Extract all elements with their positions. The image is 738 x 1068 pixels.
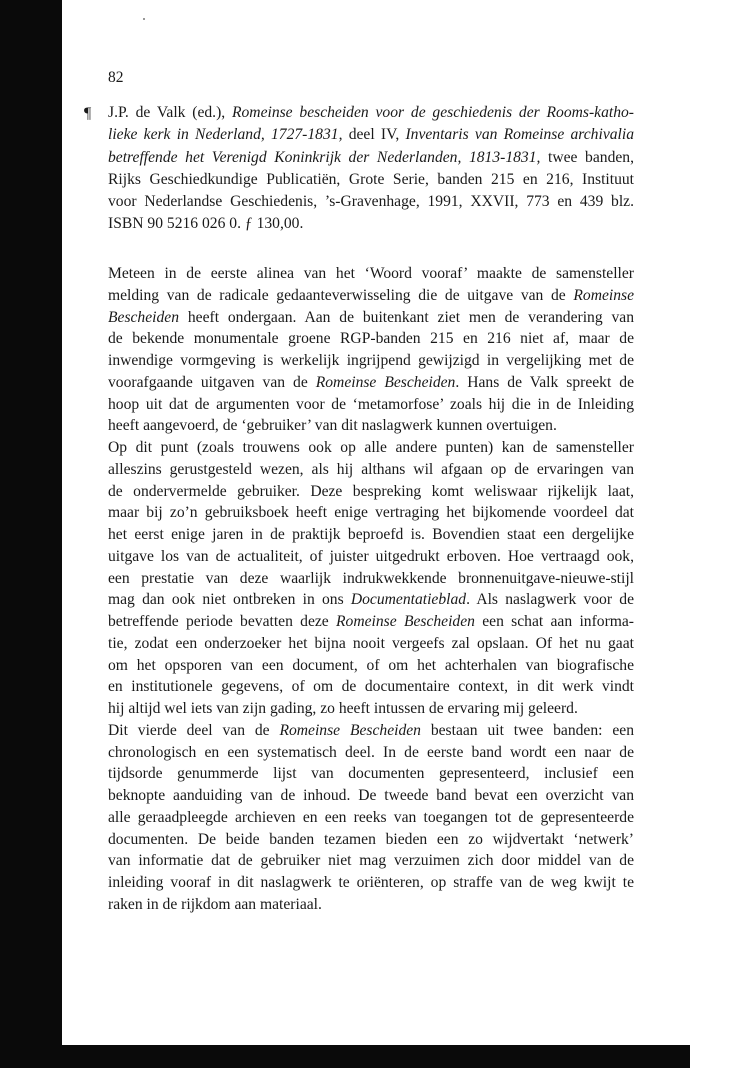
text-line: maar bij zo’n gebruiksboek heeft enige vertraging het bijkomende voordeel dat bbox=[108, 504, 634, 522]
citation-line bbox=[108, 102, 634, 124]
text-line: raken in de rijkdom aan materiaal. bbox=[108, 895, 322, 913]
pilcrow-icon: ¶ bbox=[84, 105, 92, 122]
text-line: betreffende periode bevatten deze Romeinse Bescheiden een schat aan informa- bbox=[108, 613, 635, 630]
text-line: om het opsporen van een document, of om het achterhalen van biografische bbox=[108, 656, 634, 674]
text-line: hoop uit dat de argumenten voor de ‘metamorfose’ zoals hij die in de Inleiding bbox=[108, 395, 634, 413]
text-line: Meteen in de eerste alinea van het ‘Woord vooraf’ maakte de samensteller bbox=[108, 265, 634, 282]
text-line: inleiding vooraf in dit naslagwerk te oriënteren, op straffe van de weg kwijt te bbox=[108, 874, 634, 891]
text-line: heeft aangevoerd, de ‘gebruiker’ van dit naslagwerk kunnen overtuigen. bbox=[108, 417, 557, 435]
text-line: voorafgaande uitgaven van de Romeinse Bescheiden. Hans de Valk spreekt de bbox=[108, 373, 635, 391]
text-line: alleszins gerustgesteld wezen, als hij althans wil afgaan op de ervaringen van bbox=[108, 460, 634, 478]
text-line: chronologisch en een systematisch deel. In de eerste band wordt een naar de bbox=[108, 743, 634, 761]
scan-left-edge bbox=[0, 0, 62, 1068]
text-line: de ondervermelde gebruiker. Deze bespreking komt weliswaar rijkelijk laat, bbox=[108, 482, 634, 500]
book-title: Romeinse bescheiden voor de geschiedenis der Rooms-katho- bbox=[231, 104, 634, 121]
text-line: documenten. De beide banden tezamen bieden een zo wijdvertakt ‘netwerk’ bbox=[108, 830, 634, 848]
citation-line: Rijks Geschiedkundige Publicatiën, Grote Serie, banden 215 en 216, Instituut bbox=[108, 170, 634, 188]
text-line: Bescheiden heeft ondergaan. Aan de buitenkant ziet men de verandering van bbox=[108, 308, 634, 326]
scan-bottom-edge bbox=[0, 1045, 690, 1068]
text-line: de bekende monumentale groene RGP-banden 215 en 216 niet af, maar de bbox=[108, 330, 634, 348]
volume-title: Inventaris van Romeinse archivalia bbox=[405, 126, 634, 144]
citation-line: lieke kerk in Nederland, 1727-1831, deel IV, Inventaris van Romeinse archivalia bbox=[108, 126, 634, 144]
text-line: van informatie dat de gebruiker niet mag verzuimen zich door middel van de bbox=[108, 852, 634, 870]
book-citation bbox=[108, 102, 634, 236]
volume-title: betreffende het Verenigd Koninkrijk der Nederlanden, 1813-1831, bbox=[108, 148, 541, 166]
text-line: Op dit punt (zoals trouwens ook op alle andere punten) kan de samensteller bbox=[108, 439, 634, 456]
text-line: mag dan ook niet ontbreken in ons Documentatieblad. Als naslagwerk voor de bbox=[108, 591, 634, 609]
citation-line: betreffende het Verenigd Koninkrijk der Nederlanden, 1813-1831, twee banden, bbox=[108, 148, 634, 166]
text-line: hij altijd wel iets van zijn gading, zo heeft intussen de ervaring mij geleerd. bbox=[108, 700, 578, 717]
text-line: tijdsorde genummerde lijst van documenten gepresenteerd, inclusief een bbox=[108, 765, 634, 783]
text-line: melding van de radicale gedaanteverwisseling die de uitgave van de Romeinse bbox=[108, 286, 634, 304]
text-line: beknopte aanduiding van de inhoud. De tweede band bevat een overzicht van bbox=[108, 787, 634, 804]
text-line: een prestatie van deze waarlijk indrukwekkende bronnenuitgave-nieuwe-stijl bbox=[108, 569, 634, 587]
scan-speck bbox=[143, 18, 145, 20]
text-line: alle geraadpleegde archieven en een reeks van toegangen tot de gepresenteerde bbox=[108, 808, 634, 826]
isbn-price: ISBN 90 5216 026 0. ƒ 130,00. bbox=[108, 215, 304, 233]
text-line: Dit vierde deel van de Romeinse Bescheiden bestaan uit twee banden: een bbox=[108, 721, 634, 739]
page-number: 82 bbox=[108, 69, 124, 86]
citation-line: voor Nederlandse Geschiedenis, ’s-Gravenhage, 1991, XXVII, 773 en 439 blz. bbox=[108, 193, 634, 211]
text-line: het eerst enige jaren in de praktijk beproefd is. Bovendien staat een dergelijke bbox=[108, 526, 634, 543]
text-line: en institutionele gegevens, of om de documentaire context, in dit werk vindt bbox=[108, 678, 634, 696]
text-line: tie, zodat een onderzoeker het bijna nooit vergeefs zal opslaan. Of het nu gaat bbox=[108, 634, 634, 652]
text-line: uitgave los van de actualiteit, of juister uitgedrukt erboven. Hoe vertraagd ook, bbox=[108, 547, 634, 565]
book-title: lieke kerk in Nederland, 1727-1831, bbox=[108, 126, 343, 144]
editor: J.P. de Valk (ed.), bbox=[108, 104, 232, 121]
review-text bbox=[108, 263, 634, 916]
text-line: inwendige vormgeving is werkelijk ingrijpend gewijzigd in vergelijking met de bbox=[108, 352, 634, 369]
